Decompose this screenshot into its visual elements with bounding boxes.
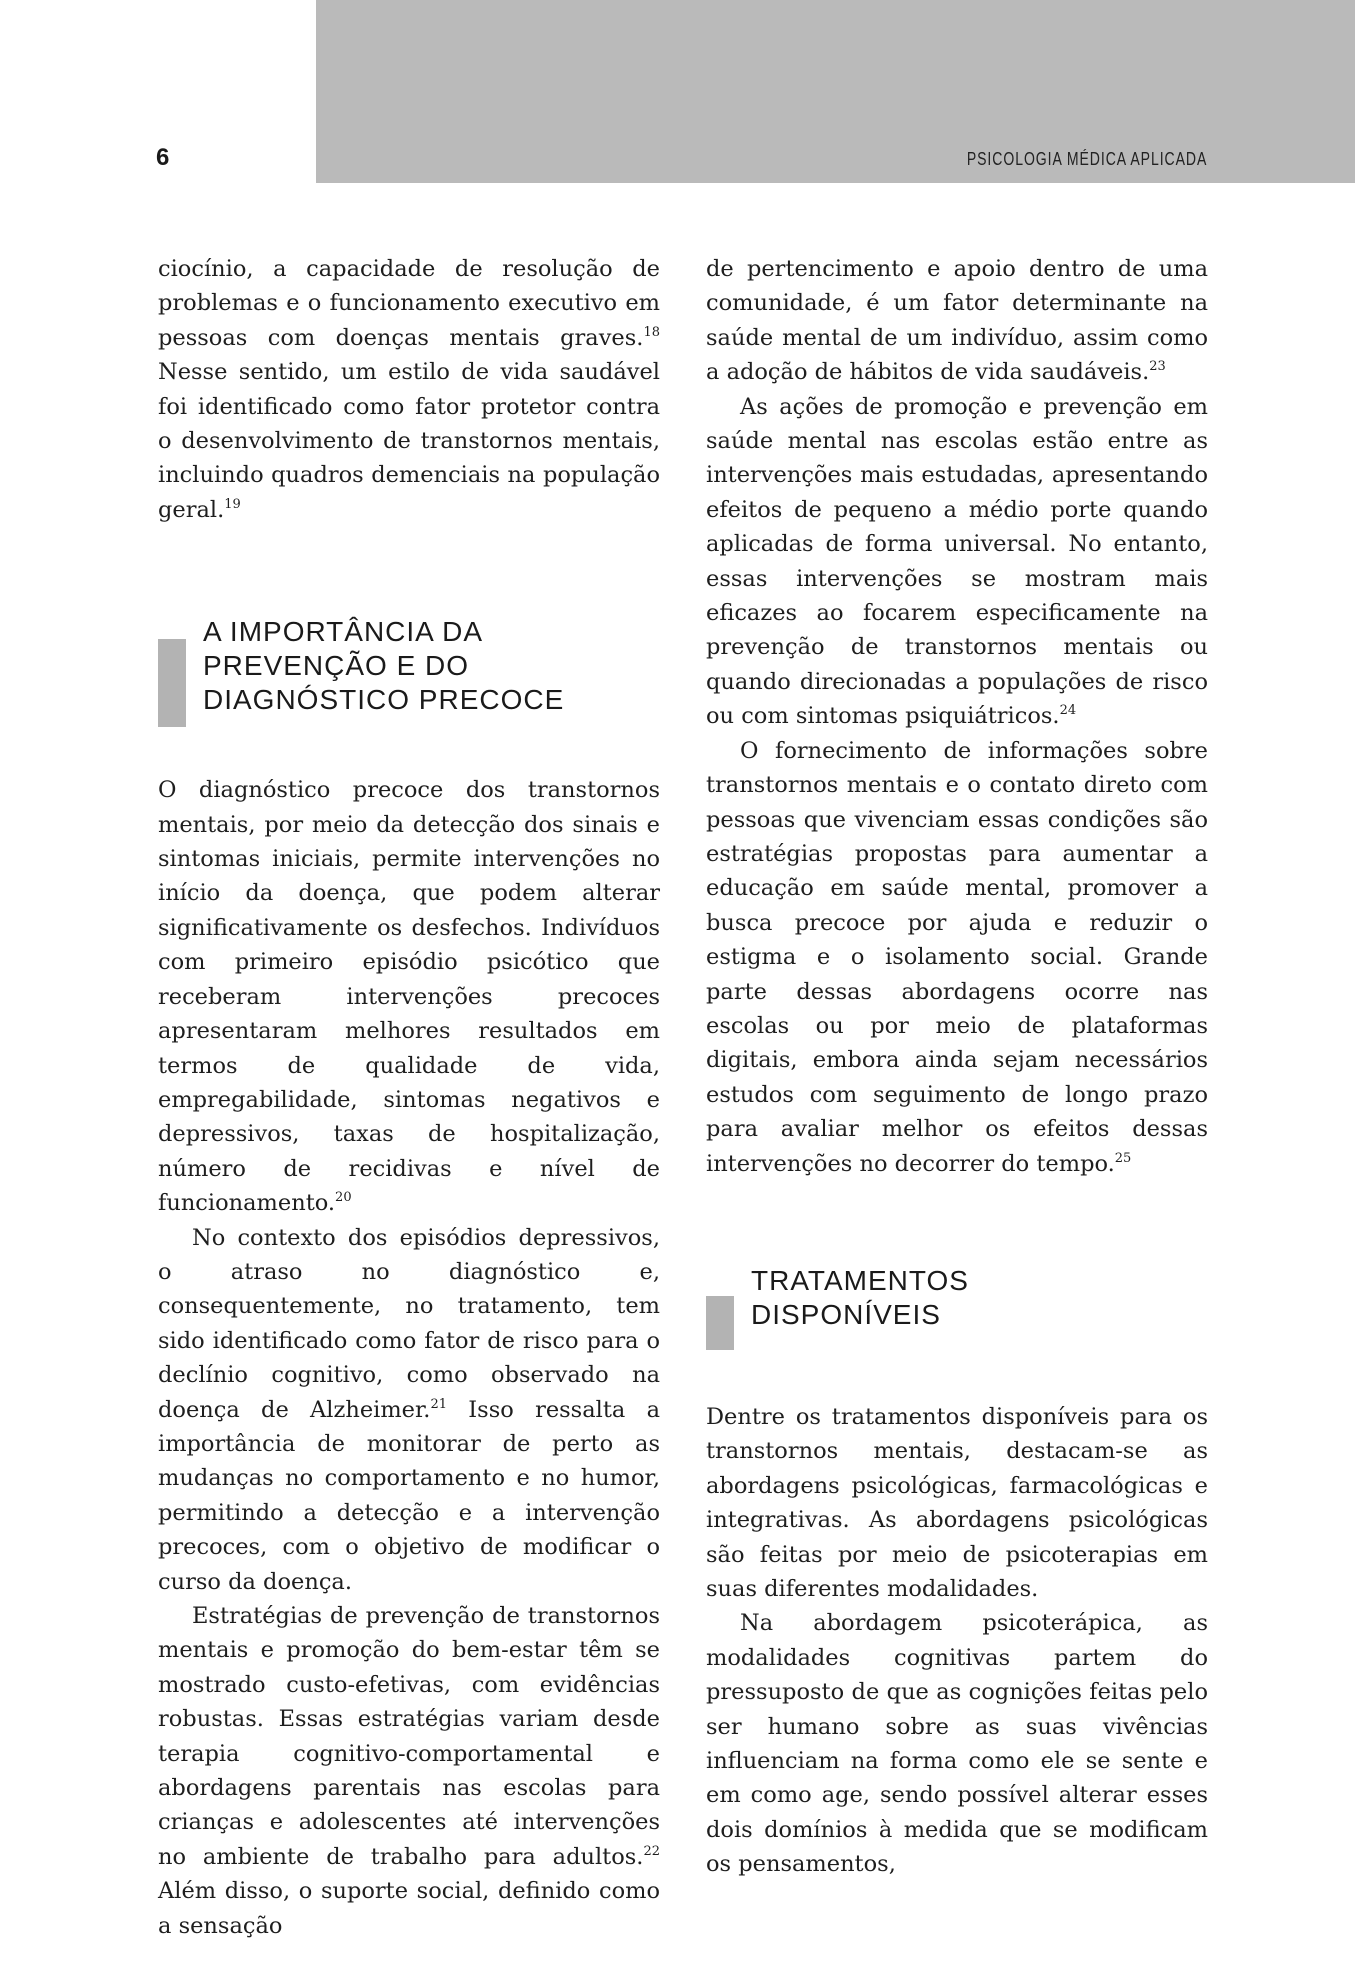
paragraph-text: Além disso, o suporte social, definido como a sensação bbox=[158, 1878, 660, 1939]
paragraph-text: O fornecimento de informações sobre transtornos mentais e o contato direto com pessoas que vivenciam essas condições são estratégias propostas para aumentar a educação em saúde mental, promover a busca precoce por ajuda e reduzir o estigma e o isolamento social. Grande parte dessas abordagens ocorre nas escolas ou por meio de plataformas digitais, embora ainda sejam necessários estudos com seguimento de longo prazo para avaliar melhor os efeitos dessas intervenções no decorrer do tempo. bbox=[706, 737, 1208, 1177]
heading-line: A IMPORTÂNCIA DA bbox=[203, 616, 483, 648]
footnote-ref: 24 bbox=[1059, 703, 1077, 719]
heading-line: PREVENÇÃO E DO bbox=[203, 650, 470, 682]
paragraph bbox=[706, 1400, 1208, 1606]
paragraph bbox=[706, 252, 1208, 390]
heading-line: DIAGNÓSTICO PRECOCE bbox=[203, 684, 565, 716]
footnote-ref: 22 bbox=[643, 1843, 660, 1859]
heading-text bbox=[751, 1264, 969, 1350]
paragraph-text: Isso ressalta a importância de monitorar de perto as mudanças no comportamento e no humor, permitindo a detecção e a intervenção precoces, com o objetivo de modificar o curso da doença. bbox=[158, 1396, 660, 1595]
heading-accent-bar bbox=[706, 1296, 734, 1350]
running-title: PSICOLOGIA MÉDICA APLICADA bbox=[966, 149, 1207, 169]
footnote-ref: 25 bbox=[1114, 1150, 1132, 1166]
footnote-ref: 20 bbox=[335, 1190, 352, 1206]
heading-line: TRATAMENTOS bbox=[751, 1264, 969, 1296]
heading-accent-bar bbox=[158, 639, 186, 727]
paragraph-text: No contexto dos episódios depressivos, o atraso no diagnóstico e, consequentemente, no tratamento, tem sido identificado como fator de risco para o declínio cognitivo, como observado na doença de Alzheimer. bbox=[158, 1224, 660, 1423]
paragraph-text: de pertencimento e apoio dentro de uma comunidade, é um fator determinante na saúde mental de um indivíduo, assim como a adoção de hábitos de vida saudáveis. bbox=[706, 256, 1208, 386]
paragraph-text: ciocínio, a capacidade de resolução de problemas e o funcionamento executivo em pessoas com doenças mentais graves. bbox=[158, 256, 660, 351]
footnote-ref: 18 bbox=[643, 324, 660, 340]
paragraph-text: Dentre os tratamentos disponíveis para os transtornos mentais, destacam-se as abordagens psicológicas, farmacológicas e integrativas. As abordagens psicológicas são feitas por meio de psicoterapias em suas diferentes modalidades. bbox=[706, 1403, 1208, 1602]
paragraph-text: Nesse sentido, um estilo de vida saudável foi identificado como fator protetor contra o desenvolvimento de transtornos mentais, incluindo quadros demenciais na população geral. bbox=[158, 359, 660, 523]
paragraph bbox=[158, 252, 660, 527]
paragraph-text: Estratégias de prevenção de transtornos mentais e promoção do bem-estar têm se mostrado custo-efetivas, com evidências robustas. Essas estratégias variam desde terapia cognitivo-comportamental e abordagens parentais nas escolas para crianças e adolescentes até intervenções no ambiente de trabalho para adultos. bbox=[158, 1603, 660, 1870]
footnote-ref: 23 bbox=[1149, 359, 1166, 375]
paragraph bbox=[158, 1221, 660, 1599]
paragraph-text: Na abordagem psicoterápica, as modalidades cognitivas partem do pressuposto de que as cognições feitas pelo ser humano sobre as suas vivências influenciam na forma como ele se sente e em como age, sendo possível alterar esses dois domínios à medida que se modificam os pensamentos, bbox=[706, 1610, 1208, 1878]
footnote-ref: 21 bbox=[430, 1396, 447, 1412]
section-heading-prevencao bbox=[158, 617, 660, 727]
footnote-ref: 19 bbox=[224, 496, 241, 512]
paragraph bbox=[158, 1599, 660, 1943]
paragraph bbox=[706, 734, 1208, 1181]
heading-line: DISPONÍVEIS bbox=[751, 1298, 941, 1330]
paragraph-text: As ações de promoção e prevenção em saúde mental nas escolas estão entre as intervenções mais estudadas, apresentando efeitos de pequeno a médio porte quando aplicadas de forma universal. No entanto, essas intervenções se mostram mais eficazes ao focarem especificamente na prevenção de transtornos mentais ou quando direcionadas a populações de risco ou com sintomas psiquiátricos. bbox=[706, 393, 1208, 730]
paragraph bbox=[706, 1606, 1208, 1881]
right-column bbox=[706, 252, 1208, 1882]
paragraph bbox=[158, 773, 660, 1220]
paragraph-text: O diagnóstico precoce dos transtornos mentais, por meio da detecção dos sinais e sintomas iniciais, permite intervenções no início da doença, que podem alterar significativamente os desfechos. Indivíduos com primeiro episódio psicótico que receberam intervenções precoces apresentaram melhores resultados em termos de qualidade de vida, empregabilidade, sintomas negativos e depressivos, taxas de hospitalização, número de recidivas e nível de funcionamento. bbox=[158, 777, 660, 1217]
left-column bbox=[158, 252, 660, 1943]
section-heading-tratamentos bbox=[706, 1266, 1208, 1350]
paragraph bbox=[706, 390, 1208, 734]
page-number: 6 bbox=[156, 144, 170, 171]
heading-text bbox=[203, 615, 564, 727]
